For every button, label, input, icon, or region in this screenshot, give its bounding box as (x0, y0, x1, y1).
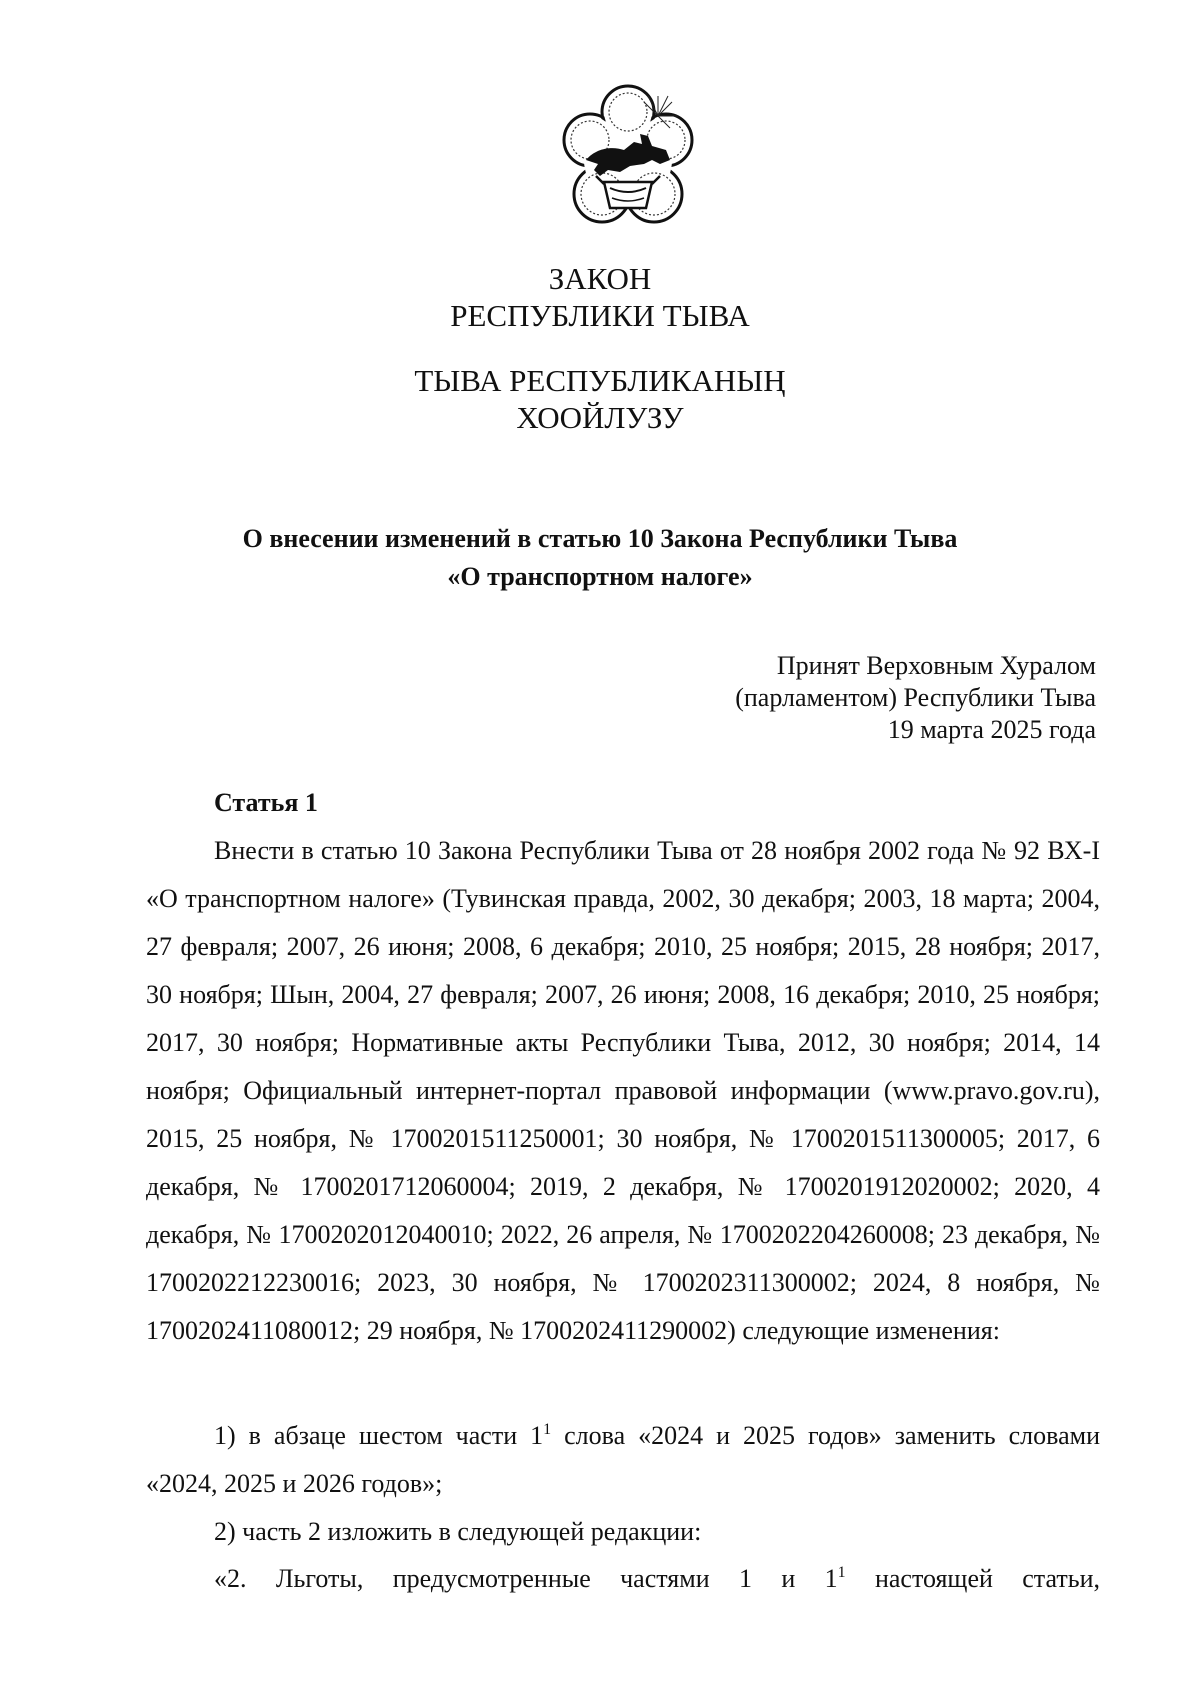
adoption-note (735, 650, 1096, 746)
article-intro-paragraph: Внести в статью 10 Закона Республики Тыва от 28 ноября 2002 года № 92 ВХ-I «О транспортном налоге» (Тувинская правда, 2002, 30 декабря; 2003, 18 марта; 2004, 27 февраля; 2007, 26 июня; 2008, 6 декабря; 2010, 25 ноября; 2015, 28 ноября; 2017, 30 ноября; Шын, 2004, 27 февраля; 2007, 26 июня; 2008, 16 декабря; 2010, 25 ноября; 2017, 30 ноября; Нормативные акты Республики Тыва, 2012, 30 ноября; 2014, 14 ноября; Официальный интернет-портал правовой информации (www.pravo.gov.ru), 2015, 25 ноября, № 1700201511250001; 30 ноября, № 1700201511300005; 2017, 6 декабря, № 1700201712060004; 2019, 2 декабря, № 1700201912020002; 2020, 4 декабря, № 1700202012040010; 2022, 26 апреля, № 1700202204260008; 23 декабря, № 1700202212230016; 2023, 30 ноября, № 1700202311300002; 2024, 8 ноября, № 1700202411080012; 29 ноября, № 1700202411290002) следующие изменения: (146, 836, 1100, 1345)
amendment-item-1-text: слова «2024 и 2025 годов» заменить словами «2024, 2025 и 2026 годов»; (146, 1421, 1100, 1498)
law-title-tuvan (0, 362, 1200, 436)
law-subject-line: «О транспортном налоге» (447, 562, 753, 591)
superscript: 1 (837, 1564, 846, 1581)
superscript: 1 (543, 1421, 552, 1438)
adoption-note-line: (парламентом) Республики Тыва (735, 683, 1096, 712)
amendment-item-2: 2) часть 2 изложить в следующей редакции: (214, 1517, 702, 1546)
quoted-text: «2. Льготы, предусмотренные частями 1 и 1 (214, 1564, 838, 1593)
law-title (0, 260, 1200, 334)
adoption-date: 19 марта 2025 года (887, 715, 1096, 744)
law-subject-line: О внесении изменений в статью 10 Закона Республики Тыва (242, 524, 958, 553)
law-title-tuvan-line: ХООЙЛУЗУ (516, 400, 684, 435)
amendment-item-1 (146, 1412, 1100, 1508)
quoted-new-text (214, 1555, 1100, 1603)
adoption-note-line: Принят Верховным Хуралом (776, 651, 1096, 680)
law-subject (0, 520, 1200, 596)
amendment-item-1-text: 1) в абзаце шестом части 1 (214, 1421, 544, 1450)
quoted-text: настоящей статьи, (845, 1564, 1100, 1593)
law-title-line: РЕСПУБЛИКИ ТЫВА (450, 298, 750, 333)
coat-of-arms-icon (560, 72, 696, 248)
law-title-line: ЗАКОН (548, 261, 652, 296)
article-heading: Статья 1 (214, 788, 318, 817)
law-title-tuvan-line: ТЫВА РЕСПУБЛИКАНЫҢ (414, 363, 786, 398)
